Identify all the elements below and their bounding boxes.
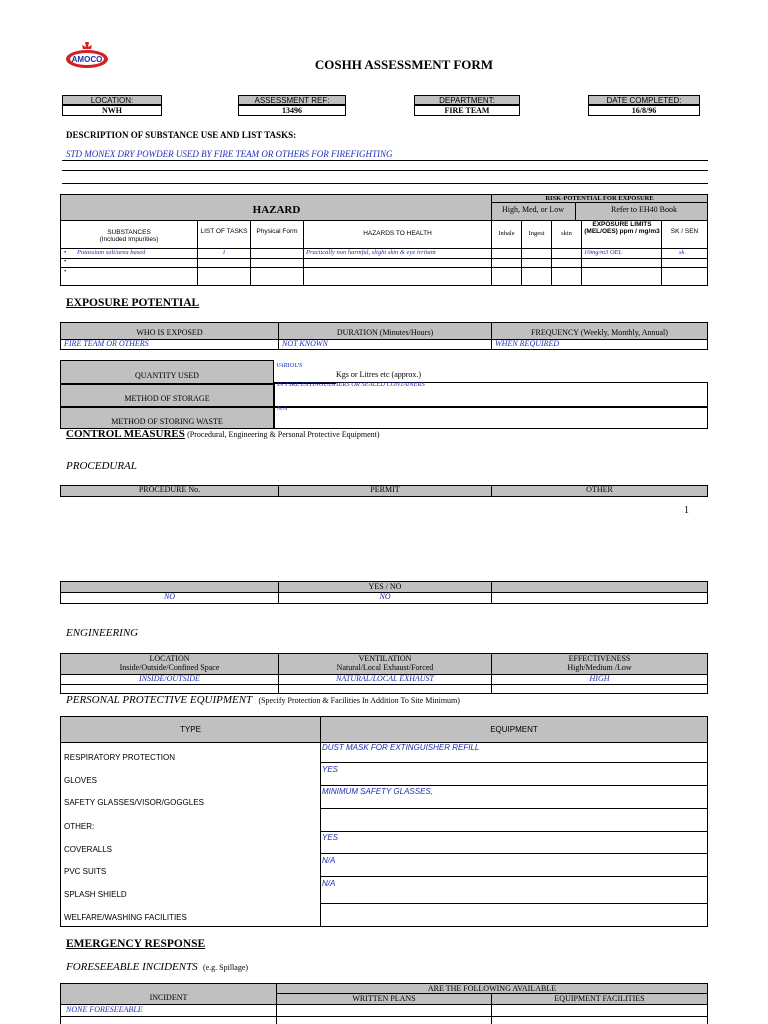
eng-col-location: LOCATION — [149, 654, 190, 663]
col-inhale: Inhale — [498, 230, 515, 237]
hazard-row-2-bullet: • — [64, 258, 67, 265]
ppe-heading: PERSONAL PROTECTIVE EQUIPMENT — [66, 694, 253, 706]
procedure-col-other: OTHER — [586, 485, 613, 494]
engineering-table — [60, 653, 708, 694]
ppe-equipment-gloves: YES — [322, 765, 339, 774]
ppe-type-splash: SPLASH SHIELD — [64, 890, 127, 899]
department-label: DEPARTMENT: — [414, 95, 520, 105]
description-line-2 — [62, 170, 708, 171]
exposure-frequency-value: WHEN REQUIRED — [495, 339, 560, 348]
location-value: NWH — [62, 105, 162, 116]
hazard-row-1-substance: Potassium salt/urea based — [77, 249, 146, 256]
storage-table — [60, 360, 710, 430]
emergency-col-equipment: EQUIPMENT FACILITIES — [554, 994, 645, 1003]
hazard-row-1-limits: 10mg/m3 OEL — [584, 249, 623, 256]
ppe-type-welfare: WELFARE/WASHING FACILITIES — [64, 913, 187, 922]
eng-location-value: INSIDE/OUTSIDE — [139, 674, 200, 683]
ppe-type-pvc: PVC SUITS — [64, 867, 107, 876]
engineering-heading: ENGINEERING — [66, 627, 139, 639]
description-line-3 — [62, 183, 708, 184]
emergency-incident-value: NONE FORESEEABLE — [66, 1005, 143, 1014]
col-sk-sen: SK / SEN — [670, 228, 699, 235]
assessment-ref-value: 13496 — [238, 105, 346, 116]
hazard-title: HAZARD — [252, 204, 301, 216]
ppe-type-glasses: SAFETY GLASSES/VISOR/GOGGLES — [64, 798, 204, 807]
date-label: DATE COMPLETED: — [588, 95, 700, 105]
eng-col-ventilation-sub: Natural/Local Exhaust/Forced — [336, 663, 434, 672]
col-hazards-to-health: HAZARDS TO HEALTH — [363, 230, 432, 237]
col-skin: skin — [561, 230, 572, 237]
risk-title: RISK-POTENTIAL FOR EXPOSURE — [545, 195, 654, 202]
waste-method-value: N/A — [277, 405, 288, 412]
department-value: FIRE TEAM — [414, 105, 520, 116]
hazard-table — [60, 194, 708, 286]
form-title: COSHH ASSESSMENT FORM — [314, 57, 494, 72]
procedural-heading: PROCEDURAL — [66, 460, 137, 472]
ppe-heading-sub: (Specify Protection & Facilities In Addition To Site Minimum) — [258, 696, 460, 705]
yesno-value-1: NO — [163, 592, 176, 601]
ppe-col-equipment: EQUIPMENT — [490, 725, 538, 734]
emergency-available: ARE THE FOLLOWING AVAILABLE — [427, 984, 557, 993]
eng-effectiveness-value: HIGH — [589, 674, 610, 683]
description-label: DESCRIPTION OF SUBSTANCE USE AND LIST TASKS: — [66, 130, 297, 140]
hazard-row-1-sk: sk — [679, 249, 685, 256]
yesno-col: YES / NO — [368, 582, 402, 591]
ppe-type-other: OTHER: — [64, 822, 95, 831]
eng-col-effectiveness-sub: High/Medium /Low — [567, 663, 632, 672]
hazard-row-1-bullet: • — [64, 249, 67, 256]
location-label: LOCATION: — [62, 95, 162, 105]
control-heading-sub: (Procedural, Engineering & Personal Protective Equipment) — [187, 430, 380, 439]
exposure-who-value: FIRE TEAM OR OTHERS — [64, 339, 149, 348]
hazard-row-1-hazard: Practically non harmful, slight skin & eye irritant — [306, 249, 436, 256]
exposure-duration-value: NOT KNOWN — [282, 339, 328, 348]
foreseeable-sub: (e.g. Spillage) — [202, 963, 249, 972]
page-number: 1 — [684, 505, 689, 516]
ppe-equipment-glasses: MINIMUM SAFETY GLASSES, — [322, 787, 433, 796]
eng-col-ventilation: VENTILATION — [358, 654, 412, 663]
procedure-col-permit: PERMIT — [370, 485, 400, 494]
waste-method-label: METHOD OF STORING WASTE — [60, 407, 274, 429]
col-exposure-limits: EXPOSURE LIMITS (MEL/OES) ppm / mg/m3 — [584, 221, 660, 235]
ppe-type-gloves: GLOVES — [64, 776, 97, 785]
quantity-value: VARIOUS — [276, 362, 303, 369]
foreseeable-heading: FORESEEABLE INCIDENTS — [66, 961, 198, 973]
exposure-col-who: WHO IS EXPOSED — [136, 328, 203, 337]
procedure-col-no: PROCEDURE No. — [138, 485, 201, 494]
risk-sub: High, Med, or Low — [502, 205, 564, 214]
col-substances: SUBSTANCES — [107, 229, 151, 236]
storage-method-value: IN FIRE EXTINGUISHERS OR SEALED CONTAINERS — [277, 381, 425, 388]
ppe-col-type: TYPE — [180, 725, 201, 734]
quantity-label: QUANTITY USED — [60, 360, 274, 384]
eng-col-location-sub: Inside/Outside/Confined Space — [119, 663, 220, 672]
emergency-heading: EMERGENCY RESPONSE — [66, 938, 206, 950]
exposure-heading: EXPOSURE POTENTIAL — [66, 297, 200, 309]
emergency-table — [60, 983, 708, 1024]
description-line-1 — [62, 160, 708, 161]
description-value: STD MONEX DRY POWDER USED BY FIRE TEAM OR OTHERS FOR FIREFIGHTING — [66, 149, 393, 159]
control-heading: CONTROL MEASURES — [66, 428, 185, 440]
date-value: 16/8/96 — [588, 105, 700, 116]
exposure-col-frequency: FREQUENCY (Weekly, Monthly, Annual) — [531, 328, 668, 337]
refer-eh40: Refer to EH40 Book — [611, 205, 677, 214]
logo-text: AMOCO — [71, 55, 103, 64]
exposure-col-duration: DURATION (Minutes/Hours) — [336, 328, 434, 337]
col-physical-form: Physical Form — [256, 228, 298, 235]
hazard-row-1-tasks: 1 — [222, 249, 226, 256]
col-list-of-tasks: LIST OF TASKS — [200, 228, 248, 235]
eng-col-effectiveness: EFFECTIVENESS — [568, 654, 631, 663]
hazard-row-3-bullet: • — [64, 268, 67, 275]
quantity-suffix: Kgs or Litres etc (approx.) — [336, 370, 422, 379]
assessment-ref-label: ASSESSMENT REF: — [238, 95, 346, 105]
ppe-type-respiratory: RESPIRATORY PROTECTION — [64, 753, 175, 762]
col-ingest: Ingest — [528, 230, 545, 237]
col-substances-sub: (Included Impurities) — [99, 236, 159, 243]
ppe-equipment-coveralls: YES — [322, 833, 339, 842]
emergency-col-incident: INCIDENT — [149, 993, 188, 1002]
procedure-table — [60, 485, 708, 497]
ppe-equipment-respiratory: DUST MASK FOR EXTINGUISHER REFILL — [322, 743, 480, 752]
exposure-table — [60, 322, 708, 350]
ppe-type-coveralls: COVERALLS — [64, 845, 113, 854]
ppe-equipment-pvc: N/A — [322, 856, 336, 865]
yes-no-table — [60, 581, 708, 604]
emergency-col-plans: WRITTEN PLANS — [352, 994, 416, 1003]
storage-method-label: METHOD OF STORAGE — [60, 384, 274, 407]
yesno-value-2: NO — [379, 592, 391, 601]
eng-ventilation-value: NATURAL/LOCAL EXHAUST — [335, 674, 434, 683]
ppe-equipment-splash: N/A — [322, 879, 336, 888]
